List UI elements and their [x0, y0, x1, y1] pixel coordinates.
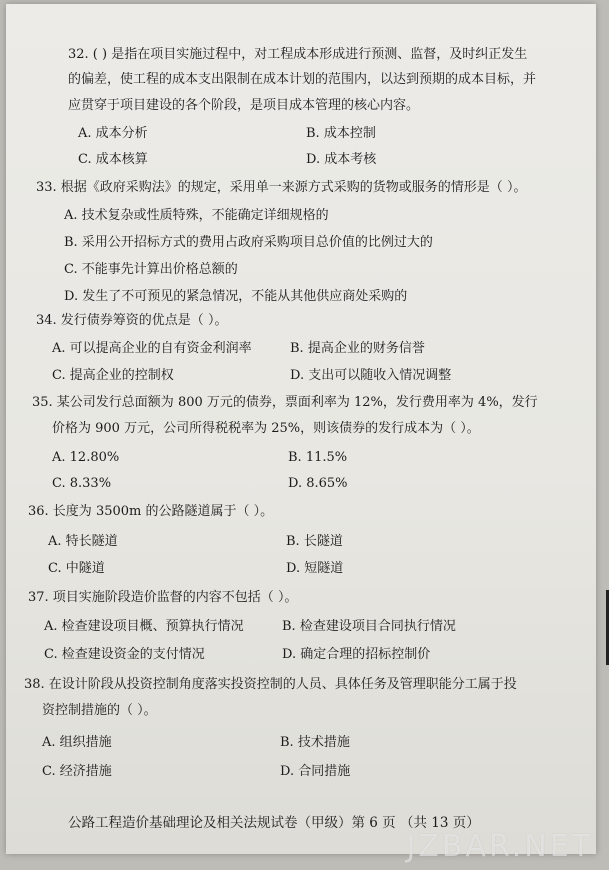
- question-34-line-1: 34. 发行债券筹资的优点是（ ）。: [36, 313, 228, 328]
- question-35-line-1: 35. 某公司发行总面额为 800 万元的债券，票面利率为 12%，发行费用率为 4%，发行: [32, 395, 538, 410]
- question-32-option-d: D. 成本考核: [306, 152, 377, 167]
- question-37-line-1: 37. 项目实施阶段造价监督的内容不包括（ ）。: [28, 590, 298, 605]
- question-35-option-d: D. 8.65%: [288, 476, 348, 491]
- question-37-option-d: D. 确定合理的招标控制价: [282, 647, 431, 662]
- question-38-option-c: C. 经济措施: [42, 764, 112, 779]
- question-34-option-c: C. 提高企业的控制权: [52, 368, 174, 383]
- question-38-option-d: D. 合同措施: [280, 764, 351, 779]
- question-37-option-c: C. 检查建设资金的支付情况: [44, 647, 205, 662]
- question-35-option-c: C. 8.33%: [52, 476, 112, 491]
- question-34-option-b: B. 提高企业的财务信誉: [290, 341, 425, 356]
- question-33-option-d: D. 发生了不可预见的紧急情况，不能从其他供应商处采购的: [64, 289, 408, 304]
- question-38-option-b: B. 技术措施: [280, 735, 350, 750]
- question-38-line-1: 38. 在设计阶段从投资控制角度落实投资控制的人员、具体任务及管理职能分工属于投: [24, 677, 517, 692]
- question-37-option-a: A. 检查建设项目概、预算执行情况: [44, 619, 244, 634]
- question-33-line-1: 33. 根据《政府采购法》的规定，采用单一来源方式采购的货物或服务的情形是（ ）。: [36, 180, 527, 195]
- question-35-option-b: B. 11.5%: [288, 450, 348, 465]
- question-33-option-b: B. 采用公开招标方式的费用占政府采购项目总价值的比例过大的: [64, 235, 433, 250]
- question-35-option-a: A. 12.80%: [52, 450, 120, 465]
- question-36-option-d: D. 短隧道: [286, 561, 344, 576]
- question-32-option-c: C. 成本核算: [78, 152, 148, 167]
- question-33-option-a: A. 技术复杂或性质特殊，不能确定详细规格的: [64, 208, 329, 223]
- question-36-option-c: C. 中隧道: [48, 561, 105, 576]
- question-34-option-a: A. 可以提高企业的自有资金利润率: [52, 341, 252, 356]
- question-32-line-2: 的偏差，使工程的成本支出限制在成本计划的范围内，以达到预期的成本目标，并: [68, 72, 537, 87]
- question-34-option-d: D. 支出可以随收入情况调整: [290, 368, 452, 383]
- question-38-line-2: 资控制措施的（ ）。: [42, 703, 157, 718]
- question-32-line-3: 应贯穿于项目建设的各个阶段，是项目成本管理的核心内容。: [68, 98, 420, 113]
- question-36-line-1: 36. 长度为 3500m 的公路隧道属于（ ）。: [28, 504, 274, 519]
- question-32-option-b: B. 成本控制: [306, 126, 376, 141]
- question-36-option-b: B. 长隧道: [286, 534, 343, 549]
- question-35-line-2: 价格为 900 万元，公司所得税税率为 25%，则该债券的发行成本为（ ）。: [52, 421, 480, 436]
- question-37-option-b: B. 检查建设项目合同执行情况: [282, 619, 456, 634]
- question-32-line-1: 32. ( ) 是指在项目实施过程中，对工程成本形成进行预测、监督，及时纠正发生: [68, 47, 528, 62]
- question-36-option-a: A. 特长隧道: [48, 534, 118, 549]
- watermark: JZBAR.NET: [406, 829, 593, 864]
- question-38-option-a: A. 组织措施: [42, 735, 112, 750]
- page-footer: 公路工程造价基础理论及相关法规试卷（甲级）第 6 页 （共 13 页）: [68, 815, 480, 831]
- question-32-option-a: A. 成本分析: [78, 126, 148, 141]
- question-33-option-c: C. 不能事先计算出价格总额的: [64, 262, 238, 277]
- exam-page: [6, 4, 596, 854]
